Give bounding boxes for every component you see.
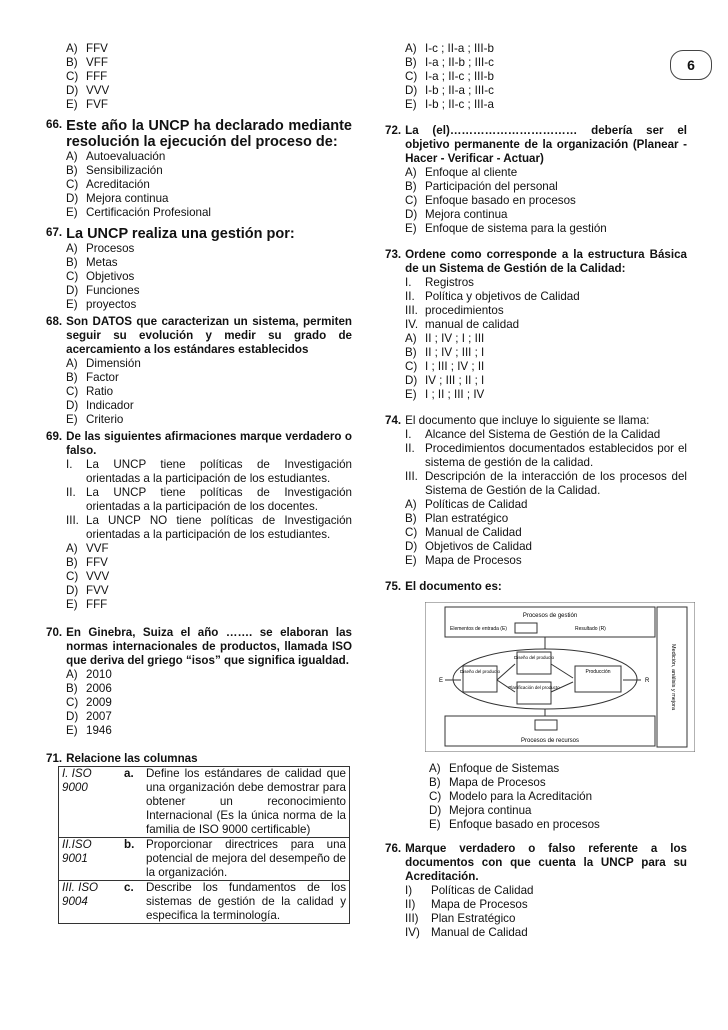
statement: I. Registros [405,276,474,289]
option[interactable]: E) Criterio [66,413,124,426]
question-number: 69. [46,430,63,443]
option[interactable]: B) Plan estratégico [405,512,509,525]
question-66 [46,118,352,220]
option[interactable]: C) 2009 [66,696,112,709]
question-69 [46,430,352,612]
option[interactable]: E) I-b ; II-c ; III-a [405,98,494,111]
option[interactable]: A) Enfoque al cliente [405,166,518,179]
question-number: 72. [385,124,402,137]
statement: II. Procedimientos documentados establecidos por el sistema de gestión de la calidad. [405,442,687,469]
option[interactable]: B) Participación del personal [405,180,558,193]
option[interactable]: B) II ; IV ; III ; I [405,346,485,359]
matching-table [58,766,350,924]
option[interactable]: C) Enfoque basado en procesos [405,194,576,207]
result-label: Resultado (R) [575,626,606,632]
option[interactable]: D) Mejora continua [66,192,169,205]
option[interactable]: A) Procesos [66,242,135,255]
production-label: Producción [585,669,611,675]
management-process-label: Procesos de gestión [522,613,578,619]
option[interactable]: E) Certificación Profesional [66,206,212,219]
statement: II. La UNCP tiene políticas de Investigación orientadas a la participación de los docentes. [66,486,352,513]
statement: II. Política y objetivos de Calidad [405,290,580,303]
question-text: Ordene como corresponde a la estructura Básica de un Sistema de Gestión de la Calidad: [405,248,687,275]
measurement-label: Medición, análisis y mejora [670,643,676,711]
statement: I. Alcance del Sistema de Gestión de la Calidad [405,428,661,441]
resources-process-label: Procesos de recursos [520,738,580,744]
option[interactable]: A) 2010 [66,668,112,681]
question-72 [385,124,687,236]
output-r-label: R [645,678,650,684]
statement: II) Mapa de Procesos [405,898,528,911]
question-74 [385,414,687,568]
page-number: 6 [687,57,695,73]
option[interactable]: B) Factor [66,371,119,384]
option[interactable]: C) Modelo para la Acreditación [429,790,593,803]
question-70 [46,626,352,738]
option[interactable]: E) Enfoque de sistema para la gestión [405,222,607,235]
option[interactable]: D) Funciones [66,284,140,297]
question-number: 70. [46,626,63,639]
design-top-label: Diseño del producto [513,655,555,660]
option[interactable]: C) VVV [66,570,110,583]
option[interactable]: B) VFF [66,56,108,69]
option[interactable]: E) FVF [66,98,108,111]
statement: I. La UNCP tiene políticas de Investigación orientadas a la participación de los estudiantes. [66,458,352,485]
option[interactable]: D) Objetivos de Calidad [405,540,532,553]
table-row: I. ISO 9000 a. Define los estándares de calidad que una organización debe demostrar para obtener un reconocimiento Internacional (Es la única norma de la familia de ISO 9000 certificable) [59,767,350,838]
option[interactable]: C) I-a ; II-c ; III-b [405,70,494,83]
question-text: Son DATOS que caracterizan un sistema, permiten seguir su evolución y medir su grado de acercamiento a los estándares establecidos [66,315,352,356]
question-number: 67. [46,226,63,239]
question-number: 73. [385,248,402,261]
question-text: Marque verdadero o falso referente a los documentos con que cuenta la UNCP para su Acreditación. [405,842,687,883]
inputs-label: Elementos de entrada (E) [450,626,507,632]
option[interactable]: B) 2006 [66,682,112,695]
option[interactable]: A) Políticas de Calidad [405,498,528,511]
question-number: 74. [385,414,402,427]
option[interactable]: A) Enfoque de Sistemas [429,762,560,775]
design-label: Diseño del producto [459,669,501,674]
option[interactable]: B) Mapa de Procesos [429,776,546,789]
option[interactable]: E) I ; II ; III ; IV [405,388,485,401]
option[interactable]: C) Ratio [66,385,114,398]
question-number: 71. [46,752,63,765]
option[interactable]: E) Enfoque basado en procesos [429,818,600,831]
statement: III. La UNCP NO tiene políticas de Investigación orientadas a la participación de los estudiantes. [66,514,352,541]
input-e-label: E [439,678,444,684]
question-text: En Ginebra, Suiza el año ……. se elaboran las normas internacionales de productos, llamada ISO que deriva del griego “isos” que significa igualdad. [66,626,352,667]
statement: IV) Manual de Calidad [405,926,528,939]
statement: I) Políticas de Calidad [405,884,534,897]
question-text: La UNCP realiza una gestión por: [66,226,295,242]
prev-question-options [66,42,352,112]
option[interactable]: C) Manual de Calidad [405,526,522,539]
option[interactable]: A) FFV [66,42,108,55]
question-text: La (el)…………………………… debería ser el objetivo permanente de la organización (Planear - Hacer - Verificar - Actuar) [405,124,687,165]
option[interactable]: D) Mejora continua [429,804,532,817]
option[interactable]: B) I-a ; II-b ; III-c [405,56,494,69]
option[interactable]: C) FFF [66,70,108,83]
option[interactable]: D) VVV [66,84,110,97]
option[interactable]: A) VVF [66,542,109,555]
question-number: 75. [385,580,402,593]
right-column [385,42,687,940]
question-67 [46,226,352,312]
option[interactable]: D) 2007 [66,710,112,723]
question-76 [385,842,687,940]
statement: III. Descripción de la interacción de los procesos del Sistema de Gestión de la Calidad. [405,470,687,497]
table-row: II.ISO 9001 b. Proporcionar directrices para una potencial de mejora del desempeño de la organización. [59,838,350,881]
table-row: III. ISO 9004 c. Describe los fundamentos de los sistemas de gestión de la calidad y especifica la terminología. [59,881,350,924]
option[interactable]: E) Mapa de Procesos [405,554,522,567]
question-73 [385,248,687,402]
process-diagram [425,602,695,752]
left-column [46,42,352,924]
question-text: Este año la UNCP ha declarado mediante resolución la ejecución del proceso de: [66,118,352,150]
option[interactable]: B) Metas [66,256,118,269]
option[interactable]: E) FFF [66,598,108,611]
option[interactable]: C) I ; III ; IV ; II [405,360,485,373]
question-number: 66. [46,118,63,131]
question-text: Relacione las columnas [66,752,198,765]
question-number: 68. [46,315,63,328]
option[interactable]: C) Objetivos [66,270,135,283]
option[interactable]: D) FVV [66,584,109,597]
question-71 [46,752,352,924]
statement: III) Plan Estratégico [405,912,516,925]
option[interactable]: A) I-c ; II-a ; III-b [405,42,494,55]
statement: IV. manual de calidad [405,318,520,331]
option[interactable]: C) Acreditación [66,178,150,191]
option[interactable]: A) Autoevaluación [66,150,166,163]
prev-question-options [405,42,687,112]
question-text: El documento que incluye lo siguiente se llama: [405,414,650,427]
question-text: De las siguientes afirmaciones marque verdadero o falso. [66,430,352,457]
option[interactable]: B) Sensibilización [66,164,163,177]
option[interactable]: D) IV ; III ; II ; I [405,374,485,387]
option[interactable]: A) II ; IV ; I ; III [405,332,485,345]
option[interactable]: E) 1946 [66,724,112,737]
question-text: El documento es: [405,580,502,593]
planning-label: Planificación del producto [508,685,560,690]
option[interactable]: B) FFV [66,556,108,569]
option[interactable]: E) proyectos [66,298,137,311]
option[interactable]: A) Dimensión [66,357,141,370]
statement: III. procedimientos [405,304,504,317]
option[interactable]: D) Mejora continua [405,208,508,221]
question-75 [385,580,687,832]
question-number: 76. [385,842,402,855]
option[interactable]: D) Indicador [66,399,134,412]
question-68 [46,315,352,427]
option[interactable]: D) I-b ; II-a ; III-c [405,84,494,97]
